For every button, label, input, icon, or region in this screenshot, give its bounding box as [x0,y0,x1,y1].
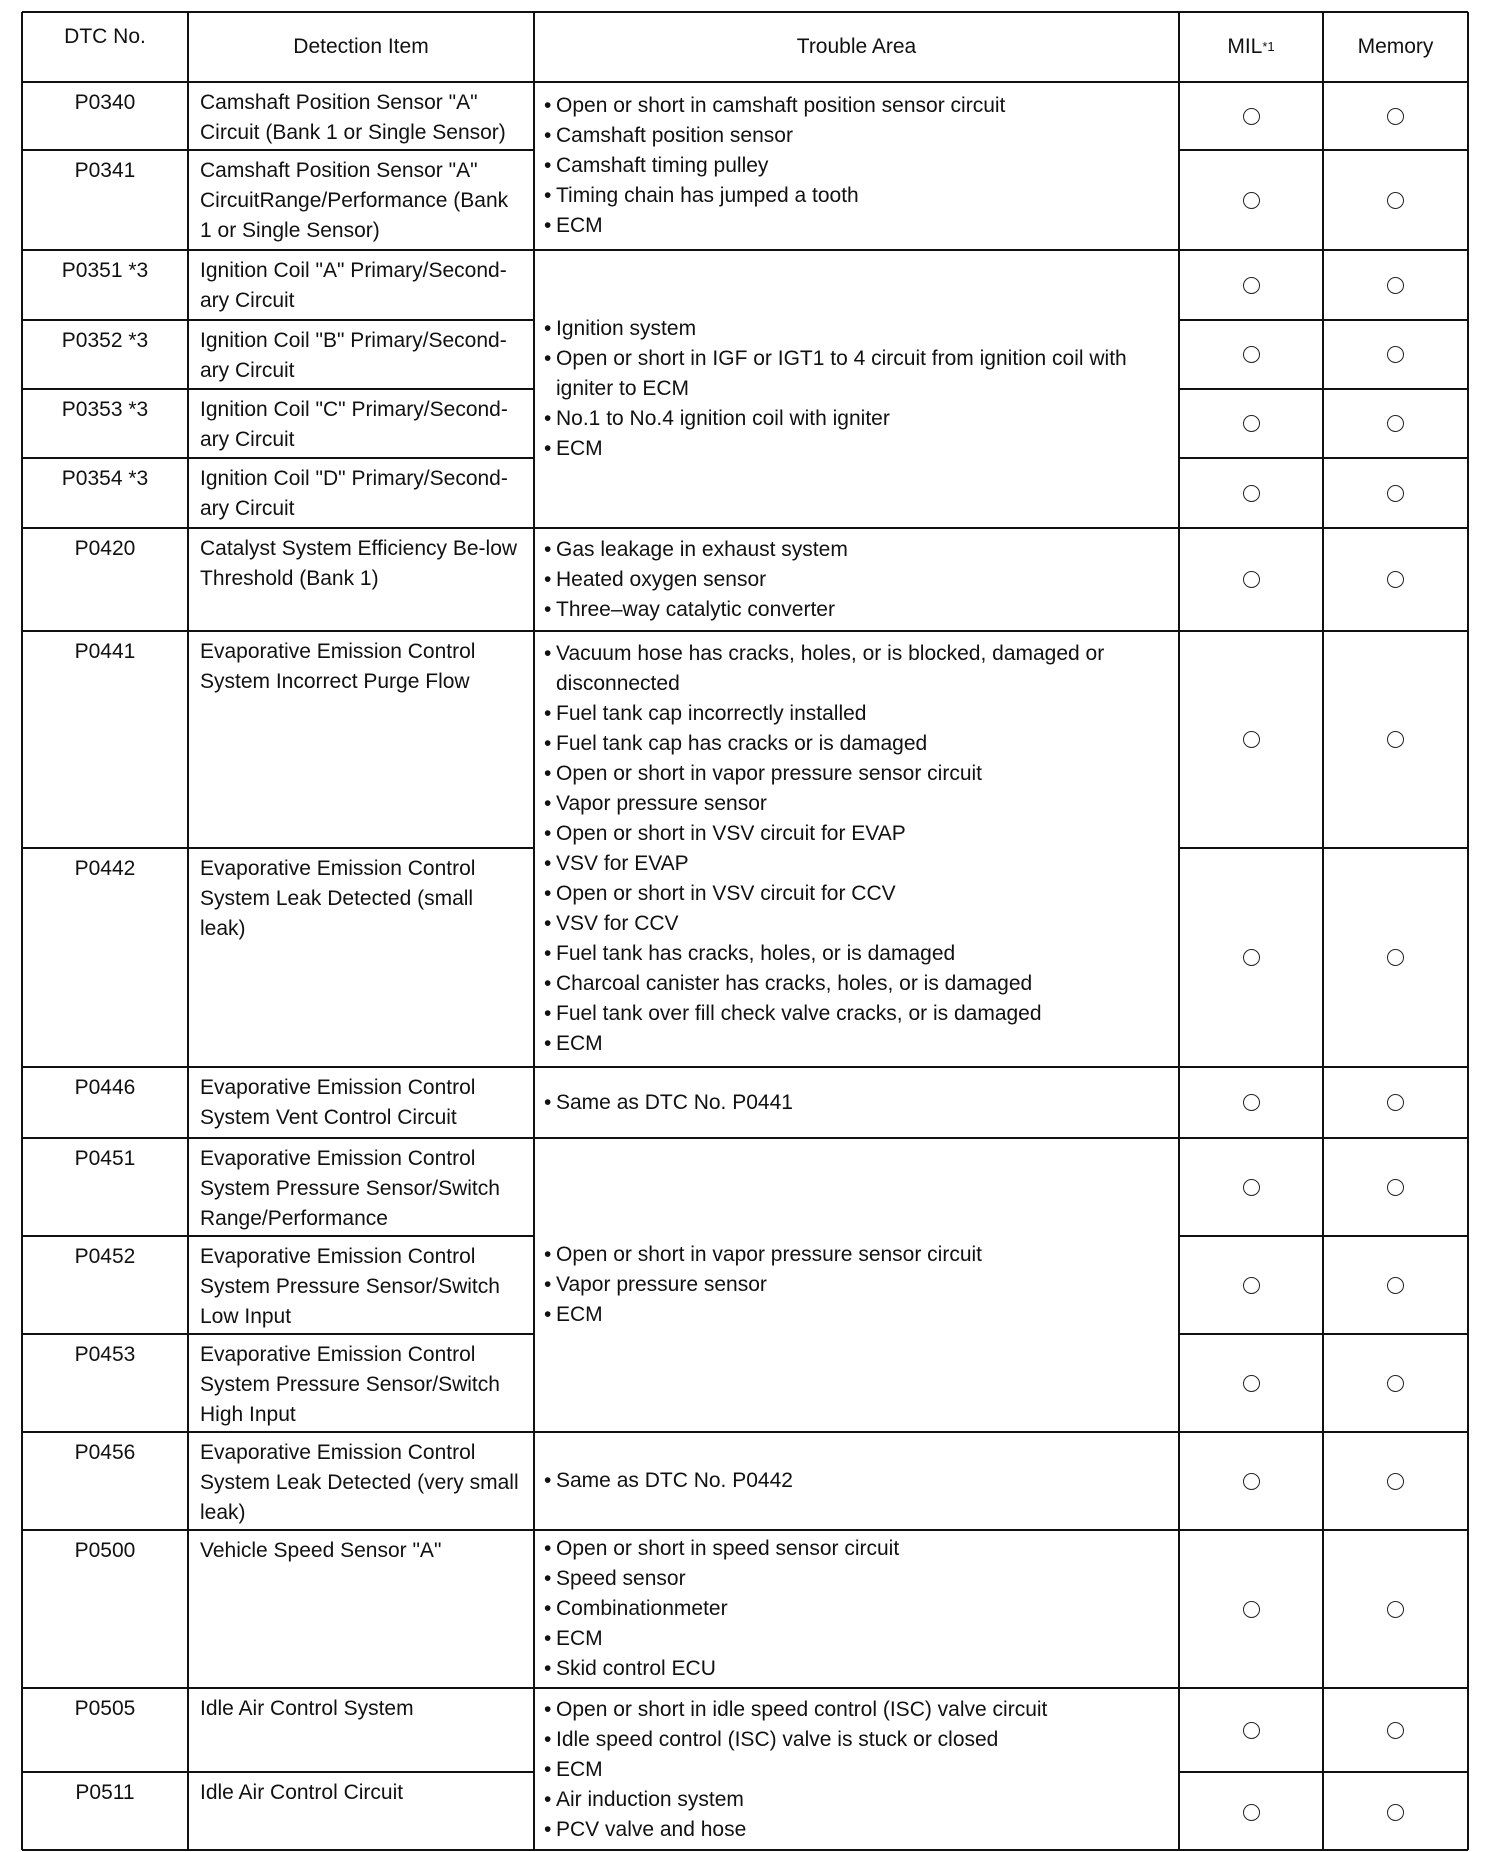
row-divider [22,1529,1468,1531]
trouble-area [534,250,1179,528]
memory-indicator-icon [1387,415,1404,432]
mil-cell [1179,1138,1323,1236]
column-divider [21,12,24,1850]
trouble-bullet: • Camshaft timing pulley [534,151,1169,181]
memory-cell [1323,1530,1468,1688]
trouble-bullet: • Fuel tank cap has cracks or is damaged [534,729,1169,759]
mil-cell [1179,848,1323,1067]
dtc-code: P0420 [74,537,136,560]
memory-indicator-icon [1387,1804,1404,1821]
trouble-bullet: • Gas leakage in exhaust system [534,535,1169,565]
row-divider [22,149,534,151]
header-detection-item [188,12,534,82]
memory-indicator-icon [1387,1473,1404,1490]
mil-indicator-icon [1243,346,1260,363]
mil-cell [1179,1334,1323,1432]
mil-cell [1179,389,1323,458]
memory-cell [1323,150,1468,250]
detection-item: Camshaft Position Sensor "A" CircuitRange/Performance (Bank 1 or Single Sensor) [200,159,509,242]
mil-cell [1179,1772,1323,1852]
memory-indicator-icon [1387,1601,1404,1618]
detection-item: Ignition Coil "A" Primary/Second-ary Circuit [200,259,507,312]
row-divider [22,388,534,390]
row-divider [22,1333,534,1335]
trouble-bullet: • PCV valve and hose [534,1815,1169,1845]
trouble-bullet: • Open or short in VSV circuit for EVAP [534,819,1169,849]
header-trouble-area-label: Trouble Area [796,35,917,58]
dtc-code: P0352 *3 [61,329,149,352]
mil-indicator-icon [1243,1179,1260,1196]
column-divider [1322,12,1325,1850]
row-divider [22,319,534,321]
trouble-area [534,631,1179,1067]
trouble-bullet: • Same as DTC No. P0441 [534,1088,1169,1118]
dtc-code: P0441 [74,640,136,663]
header-dtc-no [22,12,188,82]
mil-cell [1179,458,1323,528]
mil-cell [1179,1432,1323,1530]
trouble-bullet: • Vapor pressure sensor [534,1270,1169,1300]
trouble-bullet: • Skid control ECU [534,1654,1169,1684]
row-divider [22,1687,1468,1689]
trouble-bullet: • Open or short in VSV circuit for CCV [534,879,1169,909]
trouble-area [534,528,1179,631]
trouble-bullet: • Heated oxygen sensor [534,565,1169,595]
memory-indicator-icon [1387,949,1404,966]
trouble-area [534,82,1179,250]
memory-cell [1323,1334,1468,1432]
header-memory [1323,12,1468,82]
header-mil-footnote: *1 [1262,39,1275,54]
memory-cell [1323,389,1468,458]
detection-item: Evaporative Emission Control System Pressure Sensor/Switch Range/Performance [200,1147,500,1230]
memory-cell [1323,1688,1468,1772]
mil-cell [1179,1067,1323,1138]
memory-cell [1323,848,1468,1067]
detection-item: Catalyst System Efficiency Be-low Threshold (Bank 1) [200,537,518,590]
trouble-area [534,1432,1179,1530]
memory-indicator-icon [1387,1277,1404,1294]
trouble-bullet: • Fuel tank over fill check valve cracks, or is damaged [534,999,1169,1029]
dtc-code: P0453 [74,1343,136,1366]
mil-indicator-icon [1243,949,1260,966]
dtc-code: P0340 [74,91,136,114]
header-mil [1179,12,1323,82]
memory-cell [1323,1236,1468,1334]
memory-cell [1323,82,1468,150]
trouble-bullet: • Timing chain has jumped a tooth [534,181,1169,211]
header-trouble-area [534,12,1179,82]
mil-indicator-icon [1243,415,1260,432]
trouble-bullet: • VSV for CCV [534,909,1169,939]
detection-item: Camshaft Position Sensor "A" Circuit (Bank 1 or Single Sensor) [200,91,506,144]
mil-indicator-icon [1243,108,1260,125]
header-dtc-no-label: DTC No. [64,25,146,48]
row-divider [22,249,1468,251]
trouble-bullet: • Open or short in vapor pressure sensor circuit [534,759,1169,789]
row-divider [22,1066,1468,1068]
mil-cell [1179,1688,1323,1772]
memory-indicator-icon [1387,346,1404,363]
mil-cell [1179,150,1323,250]
memory-indicator-icon [1387,485,1404,502]
dtc-code: P0446 [74,1076,136,1099]
trouble-bullet: • Combinationmeter [534,1594,1169,1624]
mil-cell [1179,250,1323,320]
mil-indicator-icon [1243,485,1260,502]
mil-indicator-icon [1243,192,1260,209]
dtc-code: P0505 [74,1697,136,1720]
trouble-bullet: • ECM [534,1300,1169,1330]
dtc-code: P0511 [75,1781,135,1804]
trouble-bullet: • Same as DTC No. P0442 [534,1466,1169,1496]
mil-cell [1179,1530,1323,1688]
row-divider [22,1137,1468,1139]
dtc-code: P0456 [74,1441,136,1464]
trouble-bullet: • Speed sensor [534,1564,1169,1594]
memory-cell [1323,1772,1468,1852]
trouble-bullet: • Vacuum hose has cracks, holes, or is blocked, damaged or disconnected [534,639,1169,699]
table-top-border [22,11,1468,14]
trouble-bullet: • ECM [534,211,1169,241]
trouble-bullet: • Open or short in idle speed control (ISC) valve circuit [534,1695,1169,1725]
row-divider [22,457,534,459]
memory-cell [1323,1067,1468,1138]
trouble-bullet: • Fuel tank cap incorrectly installed [534,699,1169,729]
trouble-area [534,1530,1179,1688]
trouble-bullet: • Charcoal canister has cracks, holes, or is damaged [534,969,1169,999]
mil-cell [1179,1236,1323,1334]
memory-indicator-icon [1387,731,1404,748]
memory-indicator-icon [1387,1722,1404,1739]
trouble-bullet: • Vapor pressure sensor [534,789,1169,819]
mil-indicator-icon [1243,1473,1260,1490]
dtc-code: P0351 *3 [61,259,149,282]
mil-indicator-icon [1243,731,1260,748]
detection-item: Evaporative Emission Control System Pressure Sensor/Switch High Input [200,1343,500,1426]
memory-cell [1323,528,1468,631]
row-divider [22,1235,534,1237]
trouble-bullet: • Three–way catalytic converter [534,595,1169,625]
mil-indicator-icon [1243,571,1260,588]
dtc-code: P0452 [74,1245,136,1268]
detection-item: Ignition Coil "C" Primary/Second-ary Circuit [200,398,508,451]
memory-indicator-icon [1387,192,1404,209]
detection-item: Evaporative Emission Control System Incorrect Purge Flow [200,640,476,693]
column-divider [1178,12,1181,1850]
memory-indicator-icon [1387,571,1404,588]
trouble-area [534,1067,1179,1138]
trouble-bullet: • Camshaft position sensor [534,121,1169,151]
detection-item: Vehicle Speed Sensor "A" [200,1539,442,1562]
mil-cell [1179,528,1323,631]
trouble-bullet: • ECM [534,434,1169,464]
mil-indicator-icon [1243,1722,1260,1739]
row-divider [22,1771,534,1773]
dtc-code: P0354 *3 [61,467,149,490]
column-divider [1467,12,1470,1850]
memory-indicator-icon [1387,277,1404,294]
memory-indicator-icon [1387,108,1404,125]
memory-indicator-icon [1387,1375,1404,1392]
header-detection-item-label: Detection Item [293,35,429,58]
trouble-bullet: • Open or short in camshaft position sensor circuit [534,91,1169,121]
detection-item: Idle Air Control Circuit [200,1781,404,1804]
memory-cell [1323,631,1468,848]
mil-cell [1179,320,1323,389]
trouble-bullet: • VSV for EVAP [534,849,1169,879]
detection-item: Evaporative Emission Control System Pressure Sensor/Switch Low Input [200,1245,500,1328]
column-divider [533,12,536,1850]
mil-indicator-icon [1243,1277,1260,1294]
trouble-bullet: • ECM [534,1624,1169,1654]
detection-item: Evaporative Emission Control System Vent Control Circuit [200,1076,476,1129]
memory-cell [1323,1138,1468,1236]
trouble-bullet: • Fuel tank has cracks, holes, or is damaged [534,939,1169,969]
trouble-bullet: • Ignition system [534,314,1169,344]
mil-indicator-icon [1243,1375,1260,1392]
dtc-code: P0500 [74,1539,136,1562]
header-divider [22,81,1468,84]
detection-item: Evaporative Emission Control System Leak Detected (very small leak) [200,1441,519,1524]
trouble-bullet: • ECM [534,1755,1169,1785]
memory-cell [1323,1432,1468,1530]
trouble-area [534,1138,1179,1432]
row-divider [22,630,1468,632]
table-bottom-border [22,1849,1468,1852]
mil-cell [1179,631,1323,848]
dtc-code: P0442 [74,857,136,880]
dtc-code: P0353 *3 [61,398,149,421]
header-memory-label: Memory [1357,35,1434,58]
memory-cell [1323,458,1468,528]
detection-item: Idle Air Control System [200,1697,414,1720]
trouble-bullet: • No.1 to No.4 ignition coil with igniter [534,404,1169,434]
trouble-area [534,1688,1179,1852]
memory-indicator-icon [1387,1094,1404,1111]
detection-item: Ignition Coil "D" Primary/Second-ary Circuit [200,467,508,520]
memory-cell [1323,250,1468,320]
detection-item: Evaporative Emission Control System Leak Detected (small leak) [200,857,476,940]
dtc-code: P0451 [74,1147,136,1170]
mil-cell [1179,82,1323,150]
row-divider [22,527,1468,529]
trouble-bullet: • Open or short in IGF or IGT1 to 4 circuit from ignition coil with igniter to ECM [534,344,1169,404]
memory-cell [1323,320,1468,389]
mil-indicator-icon [1243,277,1260,294]
trouble-bullet: • Open or short in speed sensor circuit [534,1534,1169,1564]
memory-indicator-icon [1387,1179,1404,1196]
header-mil-label: MIL [1227,35,1263,58]
row-divider [22,1431,1468,1433]
detection-item: Ignition Coil "B" Primary/Second-ary Circuit [200,329,507,382]
mil-indicator-icon [1243,1601,1260,1618]
mil-indicator-icon [1243,1804,1260,1821]
trouble-bullet: • Air induction system [534,1785,1169,1815]
trouble-bullet: • ECM [534,1029,1169,1059]
column-divider [187,12,190,1850]
mil-indicator-icon [1243,1094,1260,1111]
row-divider [22,847,534,849]
trouble-bullet: • Open or short in vapor pressure sensor circuit [534,1240,1169,1270]
dtc-code: P0341 [74,159,136,182]
trouble-bullet: • Idle speed control (ISC) valve is stuck or closed [534,1725,1169,1755]
